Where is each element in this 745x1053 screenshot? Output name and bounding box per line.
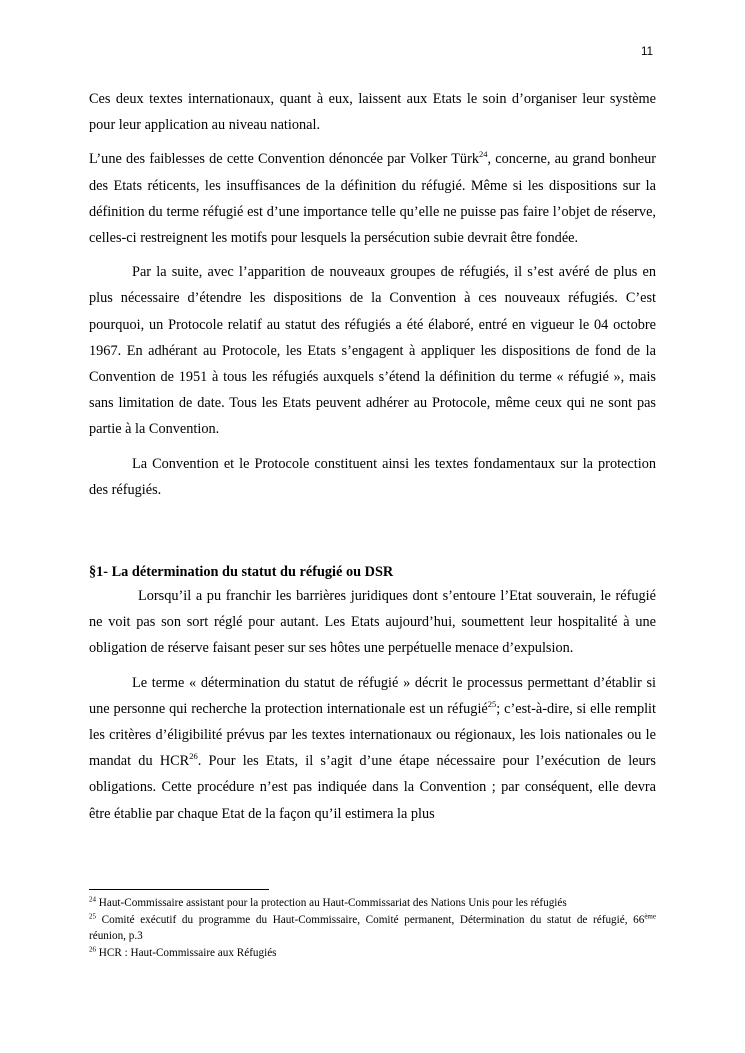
paragraph-2 xyxy=(89,146,656,251)
paragraph-2-text-b: , concerne, au grand bonheur des Etats réticents, les insuffisances de la définition du réfugié. Même si les dispositions sur la définition du terme réfugié est d’une importance telle qu’elle ne puisse pas faire l’objet de réserve, celles-ci restreignent les motifs pour lesquels la persécution subie devrait être fondée. xyxy=(89,151,656,247)
paragraph-2-text-a: L’une des faiblesses de cette Convention dénoncée par Volker Türk xyxy=(89,151,479,168)
footnote-ref-26[interactable]: 26 xyxy=(189,751,198,762)
footnote-divider xyxy=(89,889,269,890)
paragraph-1: Ces deux textes internationaux, quant à eux, laissent aux Etats le soin d’organiser leur système pour leur application au niveau national. xyxy=(89,91,656,134)
paragraph-6 xyxy=(89,670,656,827)
body-text xyxy=(89,86,656,827)
footnote-24 xyxy=(89,895,656,912)
footnote-number: 26 xyxy=(89,944,96,953)
footnote-ref-25[interactable]: 25 xyxy=(487,699,497,710)
footnote-text: réunion, p.3 xyxy=(89,930,143,942)
paragraph-6-text-a: Le terme « détermination du statut de réfugié » décrit le processus permettant d’établir si une personne qui recherche la protection internationale est un réfugié xyxy=(89,674,656,717)
paragraph-3: Par la suite, avec l’apparition de nouveaux groupes de réfugiés, il s’est avéré de plus en plus nécessaire d’étendre les dispositions de la Convention à ces nouveaux réfugiés. C’est pourquoi, un Protocole relatif au statut des réfugiés a été élaboré, entré en vigueur le 04 octobre 1967. En adhérant au Protocole, les Etats s’engagent à appliquer les dispositions de fond de la Convention de 1951 à tous les réfugiés auxquels s’étend la définition du terme « réfugié », mais sans limitation de date. Tous les Etats peuvent adhérer au Protocole, même ceux qui ne sont pas partie à la Convention. xyxy=(89,264,656,438)
footnote-text: Comité exécutif du programme du Haut-Commissaire, Comité permanent, Détermination du statut de réfugié, 66 xyxy=(96,913,645,926)
paragraph-6-text-c: . Pour les Etats, il s’agit d’une étape nécessaire pour l’exécution de leurs obligations. Cette procédure n’est pas indiquée dans la Convention ; par conséquent, elle devra être établie par chaque Etat de la façon qu’il estimera la plus xyxy=(89,753,656,822)
footnote-number: 25 xyxy=(89,911,96,920)
footnotes xyxy=(89,895,656,961)
paragraph-4: La Convention et le Protocole constituent ainsi les textes fondamentaux sur la protection des réfugiés. xyxy=(89,455,656,498)
ordinal-suffix: ème xyxy=(644,911,656,920)
section-heading: §1- La détermination du statut du réfugié ou DSR xyxy=(89,564,394,581)
footnote-25 xyxy=(89,912,656,945)
footnote-ref-24[interactable]: 24 xyxy=(478,149,488,160)
footnote-26 xyxy=(89,945,656,962)
footnote-number: 24 xyxy=(89,895,96,904)
footnote-text: HCR : Haut-Commissaire aux Réfugiés xyxy=(96,946,277,959)
page-number: 11 xyxy=(641,46,653,58)
paragraph-5: Lorsqu’il a pu franchir les barrières juridiques dont s’entoure l’Etat souverain, le réfugié ne voit pas son sort réglé pour autant. Les Etats aujourd’hui, soumettent leur hospitalité à une obligation de réserve faisant peser sur ses hôtes une perpétuelle menace d’expulsion. xyxy=(89,588,656,657)
paragraph-6-text-b: ; c’est-à-dire, si elle remplit les critères d’éligibilité prévus par les textes internationaux ou régionaux, les lois nationales ou le mandat du HCR xyxy=(89,700,657,770)
footnote-text: Haut-Commissaire assistant pour la protection au Haut-Commissariat des Nations Unis pour les réfugiés xyxy=(96,897,567,909)
